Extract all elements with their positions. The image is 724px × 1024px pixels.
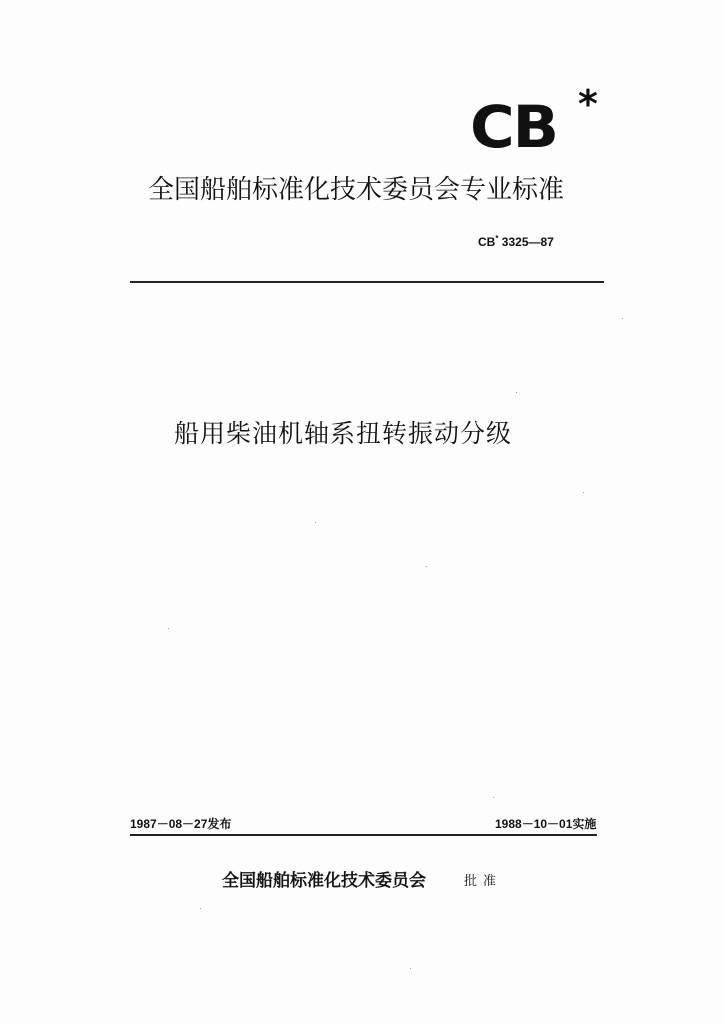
- scan-speck: [410, 968, 411, 969]
- bottom-divider: [130, 834, 597, 836]
- std-prefix: CB: [478, 235, 496, 249]
- approving-body: 全国船舶标准化技术委员会: [222, 871, 426, 891]
- scan-speck: [168, 628, 169, 629]
- scan-speck: [622, 318, 623, 319]
- document-title: 船用柴油机轴系扭转振动分级: [174, 419, 513, 448]
- logo-star-icon: *: [578, 82, 598, 126]
- std-code: 3325—87: [498, 235, 554, 249]
- standard-number: [478, 234, 554, 249]
- top-divider: [130, 281, 604, 283]
- effective-date: 1988－10－01实施: [495, 817, 597, 831]
- org-title: 全国船舶标准化技术委员会专业标准: [148, 175, 565, 205]
- logo-letters: CB: [470, 93, 557, 161]
- cb-logo: [470, 82, 610, 162]
- issue-date: 1987－08－27发布: [130, 817, 232, 831]
- scan-speck: [426, 566, 427, 567]
- approve-label: 批准: [464, 874, 503, 889]
- scan-speck: [200, 908, 201, 909]
- scan-speck: [516, 392, 517, 393]
- std-star: *: [495, 234, 499, 243]
- scan-speck: [493, 797, 494, 798]
- scan-speck: [583, 492, 584, 493]
- scan-speck: [315, 522, 316, 523]
